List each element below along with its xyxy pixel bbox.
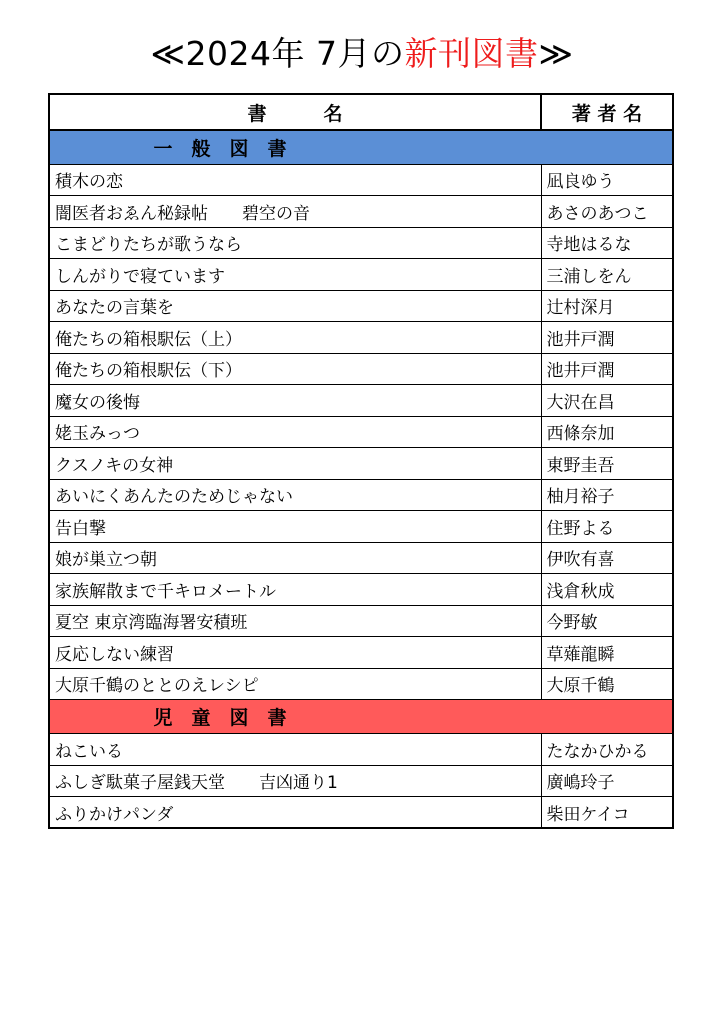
author-cell: 東野圭吾 xyxy=(541,448,673,480)
section-label: 一 般 図 書 xyxy=(153,137,287,160)
author-cell: あさのあつこ xyxy=(541,196,673,228)
title-suffix: ≫ xyxy=(538,34,574,73)
book-title-cell: しんがりで寝ています xyxy=(49,259,541,291)
book-title-cell: ふりかけパンダ xyxy=(49,797,541,829)
author-cell: 草薙龍瞬 xyxy=(541,637,673,669)
author-cell: 大原千鶴 xyxy=(541,668,673,700)
book-title-cell: 魔女の後悔 xyxy=(49,385,541,417)
table-row xyxy=(49,734,673,766)
book-title-cell: 夏空 東京湾臨海署安積班 xyxy=(49,605,541,637)
title-prefix: ≪2024年 7月の xyxy=(150,34,405,73)
table-row xyxy=(49,227,673,259)
table-row xyxy=(49,765,673,797)
table-row xyxy=(49,322,673,354)
header-author: 著 者 名 xyxy=(541,94,673,130)
section-label: 児 童 図 書 xyxy=(153,707,287,729)
table-row xyxy=(49,290,673,322)
book-title-cell: 俺たちの箱根駅伝（上） xyxy=(49,322,541,354)
table-row xyxy=(49,479,673,511)
author-cell: 柴田ケイコ xyxy=(541,797,673,829)
book-title-cell: クスノキの女神 xyxy=(49,448,541,480)
title-accent: 新刊図書 xyxy=(404,34,539,73)
page-title xyxy=(0,30,724,78)
new-books-table xyxy=(48,93,674,829)
book-title-cell: 家族解散まで千キロメートル xyxy=(49,574,541,606)
section-header-row xyxy=(49,700,673,734)
table-row xyxy=(49,605,673,637)
table-row xyxy=(49,416,673,448)
book-title-cell: 告白撃 xyxy=(49,511,541,543)
table-row xyxy=(49,385,673,417)
book-title-cell: あいにくあんたのためじゃない xyxy=(49,479,541,511)
table-row xyxy=(49,511,673,543)
author-cell: 辻村深月 xyxy=(541,290,673,322)
table-row xyxy=(49,196,673,228)
table-row xyxy=(49,164,673,196)
author-cell: 廣嶋玲子 xyxy=(541,765,673,797)
author-cell: 凪良ゆう xyxy=(541,164,673,196)
book-title-cell: あなたの言葉を xyxy=(49,290,541,322)
author-cell: 大沢在昌 xyxy=(541,385,673,417)
table-row xyxy=(49,259,673,291)
section-header-row xyxy=(49,130,673,164)
header-title: 書 名 xyxy=(49,94,541,130)
author-cell: 寺地はるな xyxy=(541,227,673,259)
author-cell: 西條奈加 xyxy=(541,416,673,448)
book-title-cell: 俺たちの箱根駅伝（下） xyxy=(49,353,541,385)
table-row xyxy=(49,637,673,669)
book-title-cell: 闇医者おゑん秘録帖 碧空の音 xyxy=(49,196,541,228)
book-title-cell: 大原千鶴のととのえレシピ xyxy=(49,668,541,700)
section-header xyxy=(49,130,673,164)
table-row xyxy=(49,448,673,480)
author-cell: 池井戸潤 xyxy=(541,353,673,385)
table-row xyxy=(49,668,673,700)
book-title-cell: 姥玉みっつ xyxy=(49,416,541,448)
book-title-cell: 娘が巣立つ朝 xyxy=(49,542,541,574)
book-title-cell: 反応しない練習 xyxy=(49,637,541,669)
table-row xyxy=(49,574,673,606)
book-title-cell: 積木の恋 xyxy=(49,164,541,196)
book-title-cell: ふしぎ駄菓子屋銭天堂 吉凶通り1 xyxy=(49,765,541,797)
author-cell: 住野よる xyxy=(541,511,673,543)
section-header xyxy=(49,700,673,734)
author-cell: 浅倉秋成 xyxy=(541,574,673,606)
author-cell: 今野敏 xyxy=(541,605,673,637)
author-cell: 三浦しをん xyxy=(541,259,673,291)
table-row xyxy=(49,542,673,574)
table-row xyxy=(49,353,673,385)
table-row xyxy=(49,797,673,829)
header-row xyxy=(49,94,673,130)
author-cell: 柚月裕子 xyxy=(541,479,673,511)
book-title-cell: こまどりたちが歌うなら xyxy=(49,227,541,259)
author-cell: 伊吹有喜 xyxy=(541,542,673,574)
author-cell: 池井戸潤 xyxy=(541,322,673,354)
author-cell: たなかひかる xyxy=(541,734,673,766)
book-title-cell: ねこいる xyxy=(49,734,541,766)
